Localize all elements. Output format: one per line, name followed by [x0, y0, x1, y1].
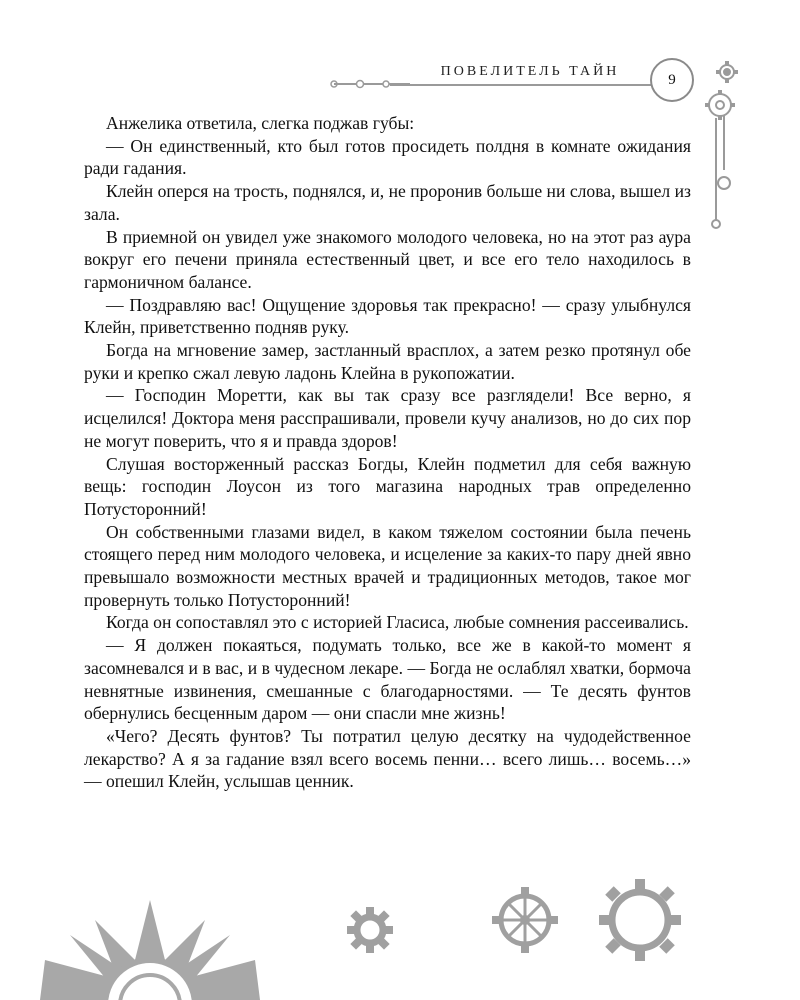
paragraph: В приемной он увидел уже знакомого молодого человека, но на этот раз аура вокруг его печени приняла естественный цвет, и все его тело находилось в гармоничном балансе.: [84, 226, 691, 292]
paragraph: Богда на мгновение замер, застланный врасплох, а затем резко протянул обе руки и крепко сжал левую ладонь Клейна в рукопожатии.: [84, 340, 691, 383]
paragraph: — Поздравляю вас! Ощущение здоровья так прекрасно! — сразу улыбнулся Клейн, приветственно подняв руку.: [84, 294, 691, 338]
paragraph: — Господин Моретти, как вы так сразу все разглядели! Все верно, я исцелился! Доктора меня расспрашивали, провели кучу анализов, но до сих пор не могут поверить, что я и правда здоров!: [84, 385, 691, 451]
running-header-title: ПОВЕЛИТЕЛЬ ТАЙН: [440, 64, 620, 79]
gear-chain-ornament: [690, 50, 750, 230]
paragraph: Клейн оперся на трость, поднялся, и, не проронив больше ни слова, вышел из зала.: [84, 181, 691, 224]
paragraph: — Я должен покаяться, подумать только, все же в какой-то момент я засомневался и в вас, и в чудесном лекаре. — Богда не ослаблял хватки, бормоча невнятные извинения, смешанные с благодарностями. — Те десять фунтов обернулись бесценным даром — они спасли мне жизнь!: [84, 635, 691, 724]
paragraph: Слушая восторженный рассказ Богды, Клейн подметил для себя важную вещь: господин Лоусон из того магазина народных трав определенно Потусторонний!: [84, 453, 691, 519]
paragraph: Анжелика ответила, слегка поджав губы:: [106, 113, 415, 133]
page-number: 9: [650, 58, 694, 102]
paragraph: Когда он сопоставлял это с историей Гласиса, любые сомнения рассеивались.: [106, 612, 689, 633]
header-rule: [390, 84, 655, 86]
paragraph: Он собственными глазами видел, в каком тяжелом состоянии была печень стоящего перед ним молодого человека, и исцеление за каких-то пару дней явно превышало возможности местных врачей и традиционных методов, такое мог провернуть только Потусторонний!: [84, 521, 691, 610]
paragraph: «Чего? Десять фунтов? Ты потратил целую десятку на чудодейственное лекарство? А я за гадание взял всего восемь пенни… всего лишь… восемь…» — опешил Клейн, услышав ценник.: [84, 725, 691, 792]
small-gear-icon: [345, 905, 395, 955]
page-body-text: [84, 112, 691, 793]
paragraph: — Он единственный, кто был готов просидеть полдня в комнате ожидания ради гадания.: [84, 135, 691, 179]
large-gear-icon: [595, 875, 685, 965]
spoked-gear-icon: [490, 885, 560, 955]
compass-star-ornament: [0, 880, 300, 1000]
